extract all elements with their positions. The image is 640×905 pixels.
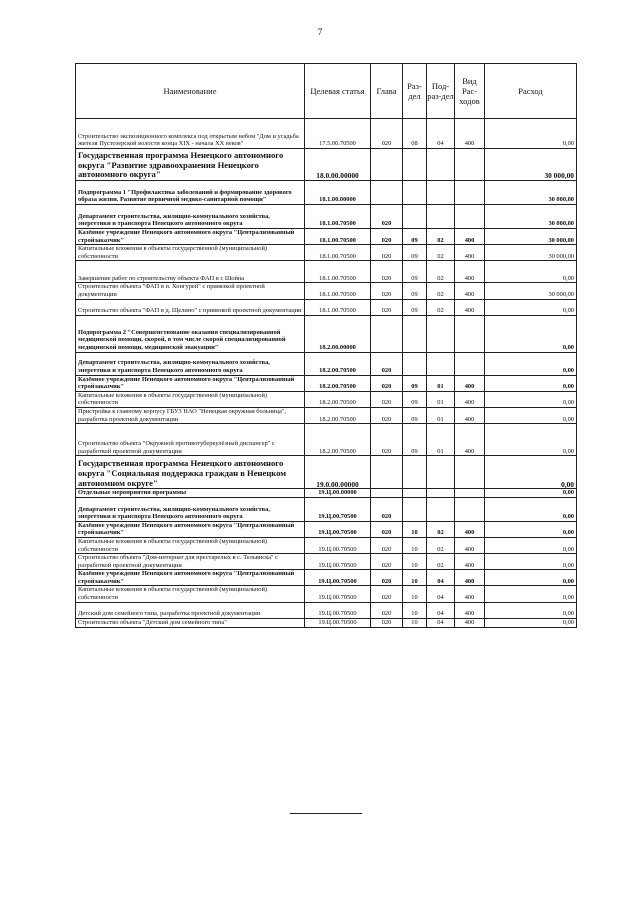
row-target: 19.Ц.00.70500 <box>305 537 371 553</box>
table-row <box>76 521 577 537</box>
header-subsection: Под-раз-дел <box>427 64 455 119</box>
row-amount: 0,00 <box>485 570 577 586</box>
row-section: 09 <box>403 229 427 245</box>
row-amount: 0,00 <box>485 391 577 407</box>
row-subsection: 02 <box>427 521 455 537</box>
row-target: 17.5.00.70500 <box>305 119 371 149</box>
table-row <box>76 181 577 205</box>
row-target: 18.2.00.70500 <box>305 352 371 375</box>
row-expense-type: 400 <box>455 407 485 423</box>
row-chapter: 020 <box>371 299 403 315</box>
row-name: Строительство объекта "ФАП в д. Щелино" с привязкой проектной документации <box>76 299 305 315</box>
row-subsection: 04 <box>427 586 455 602</box>
row-subsection: 02 <box>427 245 455 261</box>
row-amount: 0,00 <box>485 261 577 283</box>
row-section <box>403 315 427 352</box>
header-expense-type: Вид Рас-ходов <box>455 64 485 119</box>
row-target: 18.2.00.70500 <box>305 375 371 391</box>
header-name: Наименование <box>76 64 305 119</box>
row-expense-type: 400 <box>455 391 485 407</box>
row-subsection: 01 <box>427 375 455 391</box>
row-target: 18.2.00.70500 <box>305 391 371 407</box>
table-row <box>76 261 577 283</box>
row-target: 19.Ц.00.70500 <box>305 497 371 521</box>
row-amount: 0,00 <box>485 352 577 375</box>
row-name: Капитальные вложения в объекты государственной (муниципальной) собственности <box>76 245 305 261</box>
table-row <box>76 570 577 586</box>
row-amount: 30 000,00 <box>485 205 577 229</box>
header-row <box>76 64 577 119</box>
row-name: Строительство объекта "ФАП в п. Хонгурей" с привязкой проектной документации <box>76 283 305 299</box>
row-chapter: 020 <box>371 537 403 553</box>
row-expense-type: 400 <box>455 299 485 315</box>
table-row <box>76 245 577 261</box>
row-amount: 0,00 <box>485 554 577 570</box>
row-name: Капитальные вложения в объекты государственной (муниципальной) собственности <box>76 537 305 553</box>
row-name: Капитальные вложения в объекты государственной (муниципальной) собственности <box>76 586 305 602</box>
row-section: 08 <box>403 119 427 149</box>
row-subsection: 04 <box>427 570 455 586</box>
row-expense-type <box>455 149 485 181</box>
table-row <box>76 554 577 570</box>
row-expense-type: 400 <box>455 618 485 627</box>
table-row <box>76 283 577 299</box>
row-name: Департамент строительства, жилищно-коммунального хозяйства, энергетики и транспорта Ненецкого автономного округа <box>76 352 305 375</box>
row-section <box>403 205 427 229</box>
row-chapter: 020 <box>371 424 403 456</box>
row-section: 10 <box>403 554 427 570</box>
row-chapter: 020 <box>371 618 403 627</box>
row-chapter: 020 <box>371 245 403 261</box>
row-section: 09 <box>403 261 427 283</box>
row-subsection <box>427 149 455 181</box>
row-name: Строительство объекта "Детский дом семейного типа" <box>76 618 305 627</box>
header-section: Раз-дел <box>403 64 427 119</box>
table-row <box>76 229 577 245</box>
row-amount: 0,00 <box>485 299 577 315</box>
table-row <box>76 315 577 352</box>
row-target: 19.Ц.00.00000 <box>305 489 371 498</box>
row-target: 18.1.00.70500 <box>305 299 371 315</box>
row-name: Подпрограмма 2 "Совершенствование оказания специализированной медицинской помощи, скорой, в том числе скорой специализированной медицинской помощи, медицинской эвакуации" <box>76 315 305 352</box>
row-target: 19.Ц.00.70500 <box>305 618 371 627</box>
row-subsection <box>427 456 455 489</box>
row-chapter <box>371 456 403 489</box>
row-amount: 30 000,00 <box>485 245 577 261</box>
row-target: 18.2.00.70500 <box>305 424 371 456</box>
row-subsection: 02 <box>427 299 455 315</box>
page-number: 7 <box>317 27 323 37</box>
row-expense-type: 400 <box>455 602 485 618</box>
row-target: 18.1.00.70500 <box>305 261 371 283</box>
row-subsection: 02 <box>427 261 455 283</box>
row-section <box>403 497 427 521</box>
table-row <box>76 618 577 627</box>
row-chapter: 020 <box>371 205 403 229</box>
row-subsection: 01 <box>427 407 455 423</box>
footer-divider <box>290 813 362 814</box>
row-subsection: 02 <box>427 537 455 553</box>
table-row <box>76 299 577 315</box>
row-target: 19.Ц.00.70500 <box>305 586 371 602</box>
row-amount: 0,00 <box>485 407 577 423</box>
row-amount: 0,00 <box>485 375 577 391</box>
row-amount: 30 000,00 <box>485 283 577 299</box>
row-expense-type: 400 <box>455 261 485 283</box>
row-chapter: 020 <box>371 554 403 570</box>
row-target: 19.Ц.00.70500 <box>305 570 371 586</box>
row-subsection: 01 <box>427 424 455 456</box>
row-subsection <box>427 181 455 205</box>
row-target: 18.2.00.70500 <box>305 407 371 423</box>
row-section <box>403 149 427 181</box>
row-name: Казённое учреждение Ненецкого автономного округа "Централизованный стройзаказчик" <box>76 521 305 537</box>
row-chapter <box>371 181 403 205</box>
header-amount: Расход <box>485 64 577 119</box>
row-chapter: 020 <box>371 229 403 245</box>
row-amount: 0,00 <box>485 537 577 553</box>
row-amount: 0,00 <box>485 456 577 489</box>
row-subsection <box>427 315 455 352</box>
row-chapter: 020 <box>371 586 403 602</box>
row-expense-type <box>455 315 485 352</box>
row-subsection: 04 <box>427 618 455 627</box>
row-name: Детский дом семейного типа, разработка проектной документации <box>76 602 305 618</box>
row-target: 18.0.00.00000 <box>305 149 371 181</box>
row-subsection <box>427 352 455 375</box>
table-row <box>76 497 577 521</box>
table-row <box>76 456 577 489</box>
table-row <box>76 119 577 149</box>
table-row <box>76 489 577 498</box>
row-expense-type: 400 <box>455 537 485 553</box>
row-amount: 0,00 <box>485 586 577 602</box>
row-target: 18.1.00.70500 <box>305 229 371 245</box>
row-section <box>403 352 427 375</box>
row-chapter: 020 <box>371 391 403 407</box>
row-subsection: 04 <box>427 119 455 149</box>
row-expense-type <box>455 489 485 498</box>
row-target: 19.Ц.00.70500 <box>305 554 371 570</box>
row-name: Завершение работ по строительству объекта ФАП в с Шойна <box>76 261 305 283</box>
row-name: Казённое учреждение Ненецкого автономного округа "Централизованный стройзаказчик" <box>76 375 305 391</box>
row-name: Департамент строительства, жилищно-коммунального хозяйства, энергетики и транспорта Ненецкого автономного округа <box>76 205 305 229</box>
row-name: Строительство экспозиционного комплекса под открытым небом "Дом и усадьба жителя Пустозерской волости конца XIX - начала XX веков" <box>76 119 305 149</box>
row-chapter <box>371 315 403 352</box>
row-chapter: 020 <box>371 261 403 283</box>
table-row <box>76 602 577 618</box>
row-section <box>403 456 427 489</box>
row-section: 10 <box>403 618 427 627</box>
row-amount: 0,00 <box>485 602 577 618</box>
row-name: Строительство объекта "Дом-интернат для престарелых в с. Тельвиска" с разработкой проектной документации <box>76 554 305 570</box>
row-section: 09 <box>403 299 427 315</box>
row-expense-type <box>455 205 485 229</box>
row-section: 10 <box>403 537 427 553</box>
row-target: 19.0.00.00000 <box>305 456 371 489</box>
table-row <box>76 205 577 229</box>
row-amount: 30 000,00 <box>485 181 577 205</box>
row-subsection: 01 <box>427 391 455 407</box>
row-expense-type: 400 <box>455 229 485 245</box>
row-chapter: 020 <box>371 521 403 537</box>
row-chapter: 020 <box>371 119 403 149</box>
row-target: 19.Ц.00.70500 <box>305 521 371 537</box>
row-subsection: 02 <box>427 283 455 299</box>
row-section <box>403 181 427 205</box>
row-chapter: 020 <box>371 407 403 423</box>
row-name: Государственная программа Ненецкого автономного округа "Развитие здравоохранения Ненецкого автономного округа" <box>76 149 305 181</box>
row-target: 18.1.00.70500 <box>305 245 371 261</box>
row-section: 10 <box>403 570 427 586</box>
row-expense-type: 400 <box>455 283 485 299</box>
row-subsection <box>427 489 455 498</box>
table-row <box>76 407 577 423</box>
row-expense-type <box>455 497 485 521</box>
row-expense-type <box>455 456 485 489</box>
row-chapter: 020 <box>371 602 403 618</box>
row-section: 10 <box>403 586 427 602</box>
row-chapter <box>371 149 403 181</box>
header-chapter: Глава <box>371 64 403 119</box>
row-subsection <box>427 205 455 229</box>
row-section: 10 <box>403 521 427 537</box>
table-row <box>76 586 577 602</box>
row-name: Строительство объекта "Окружной противотуберкулёзный диспансер" с разработкой проектной документации <box>76 424 305 456</box>
row-name: Капитальные вложения в объекты государственной (муниципальной) собственности <box>76 391 305 407</box>
row-section: 09 <box>403 245 427 261</box>
row-subsection: 02 <box>427 554 455 570</box>
row-amount: 0,00 <box>485 618 577 627</box>
row-target: 18.1.00.70500 <box>305 283 371 299</box>
row-chapter: 020 <box>371 497 403 521</box>
row-section: 09 <box>403 391 427 407</box>
row-expense-type <box>455 352 485 375</box>
header-target: Целевая статья <box>305 64 371 119</box>
row-expense-type: 400 <box>455 570 485 586</box>
row-chapter <box>371 489 403 498</box>
row-section: 10 <box>403 602 427 618</box>
table-row <box>76 352 577 375</box>
row-name: Казённое учреждение Ненецкого автономного округа "Централизованный стройзаказчик" <box>76 570 305 586</box>
row-name: Государственная программа Ненецкого автономного округа "Социальная поддержка граждан в Ненецком автономном округе" <box>76 456 305 489</box>
row-section <box>403 489 427 498</box>
row-expense-type: 400 <box>455 245 485 261</box>
table-row <box>76 537 577 553</box>
row-name: Департамент строительства, жилищно-коммунального хозяйства, энергетики и транспорта Ненецкого автономного округа <box>76 497 305 521</box>
row-expense-type <box>455 181 485 205</box>
row-subsection: 04 <box>427 602 455 618</box>
row-chapter: 020 <box>371 283 403 299</box>
row-target: 18.2.00.00000 <box>305 315 371 352</box>
row-chapter: 020 <box>371 375 403 391</box>
row-name: Казённое учреждение Ненецкого автономного округа "Централизованный стройзаказчик" <box>76 229 305 245</box>
row-amount: 0,00 <box>485 497 577 521</box>
row-section: 09 <box>403 283 427 299</box>
row-amount: 0,00 <box>485 315 577 352</box>
row-amount: 0,00 <box>485 521 577 537</box>
row-subsection: 02 <box>427 229 455 245</box>
row-target: 18.1.00.00000 <box>305 181 371 205</box>
row-target: 18.1.00.70500 <box>305 205 371 229</box>
row-expense-type: 400 <box>455 521 485 537</box>
row-section: 09 <box>403 424 427 456</box>
table-row <box>76 391 577 407</box>
budget-table <box>75 63 577 628</box>
row-amount: 30 000,00 <box>485 149 577 181</box>
row-name: Подпрограмма 1 "Профилактика заболеваний и формирование здорового образа жизни. Развитие первичной медико-санитарной помощи" <box>76 181 305 205</box>
row-amount: 0,00 <box>485 424 577 456</box>
table-row <box>76 149 577 181</box>
row-name: Отдельные мероприятия программы <box>76 489 305 498</box>
table-row <box>76 424 577 456</box>
row-section: 09 <box>403 407 427 423</box>
row-target: 19.Ц.00.70500 <box>305 602 371 618</box>
row-expense-type: 400 <box>455 119 485 149</box>
row-amount: 0,00 <box>485 119 577 149</box>
row-expense-type: 400 <box>455 586 485 602</box>
row-expense-type: 400 <box>455 424 485 456</box>
row-expense-type: 400 <box>455 554 485 570</box>
row-amount: 30 000,00 <box>485 229 577 245</box>
row-chapter: 020 <box>371 570 403 586</box>
row-subsection <box>427 497 455 521</box>
row-section: 09 <box>403 375 427 391</box>
row-expense-type: 400 <box>455 375 485 391</box>
row-chapter: 020 <box>371 352 403 375</box>
row-amount: 0,00 <box>485 489 577 498</box>
row-name: Пристройка к главному корпусу ГБУЗ НАО "Ненецкая окружная больница", разработка проектной документации <box>76 407 305 423</box>
table-row <box>76 375 577 391</box>
